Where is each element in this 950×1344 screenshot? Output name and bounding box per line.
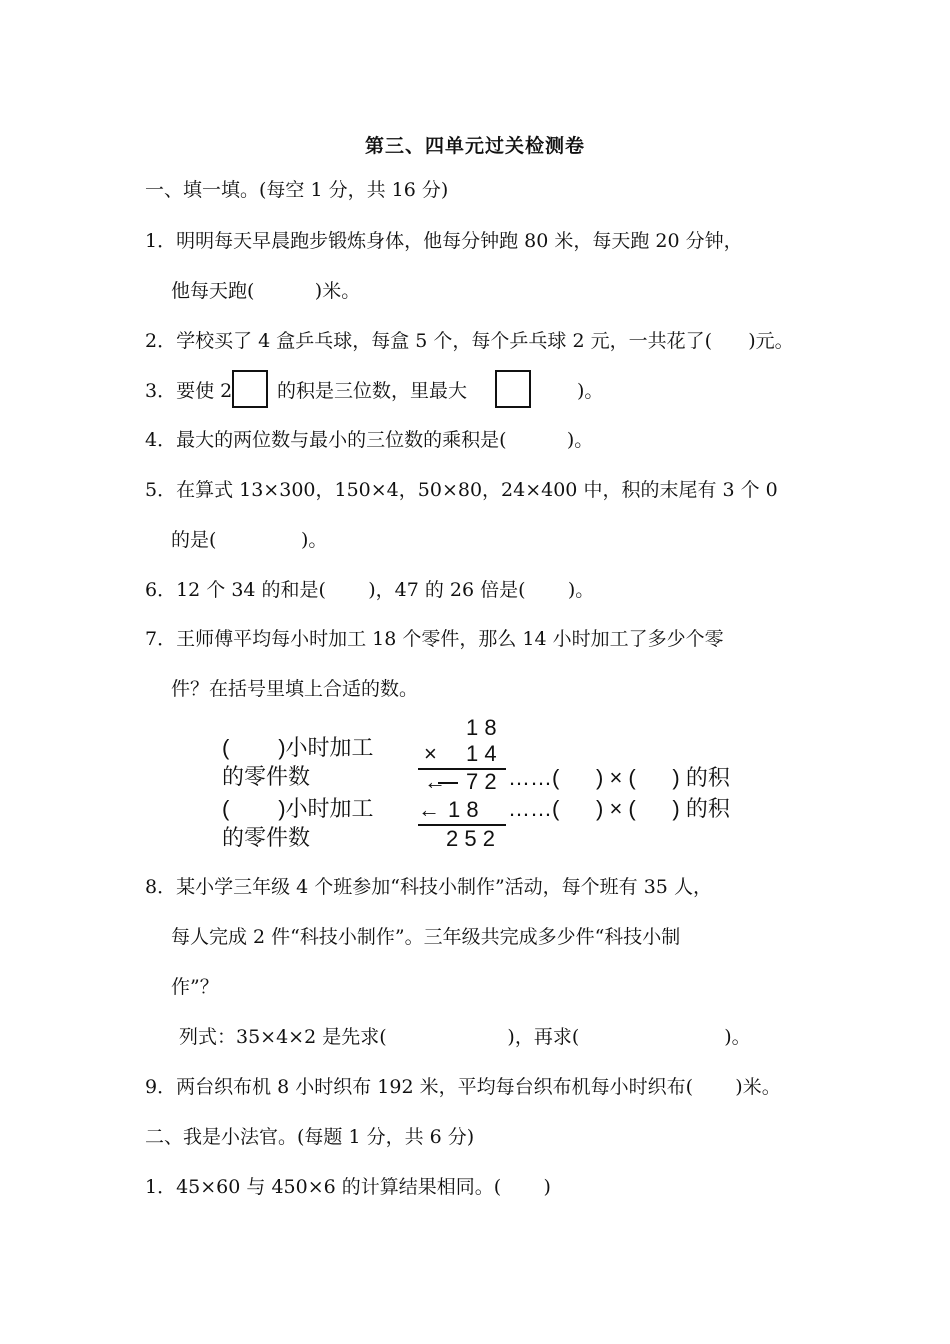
section-1-header: 一、填一填。(每空 1 分，共 16 分) bbox=[145, 179, 449, 201]
question-1-line-1: 1．明明每天早晨跑步锻炼身体，他每分钟跑 80 米，每天跑 20 分钟， bbox=[145, 230, 743, 252]
final-product: 2 5 2 bbox=[446, 826, 495, 851]
question-3-part-2: 的积是三位数，里最大 bbox=[277, 380, 468, 402]
section-2-header: 二、我是小法官。(每题 1 分，共 6 分) bbox=[145, 1126, 475, 1148]
arrow-left-icon-2: ← bbox=[418, 797, 440, 822]
question-8-line-1: 8．某小学三年级 4 个班参加“科技小制作”活动，每个班有 35 人， bbox=[145, 876, 712, 898]
question-1-line-2: 他每天跑( )米。 bbox=[171, 280, 361, 302]
question-7-line-1: 7．王师傅平均每小时加工 18 个零件，那么 14 小时加工了多少个零 bbox=[145, 628, 724, 650]
question-9-line-1: 9．两台织布机 8 小时织布 192 米，平均每台织布机每小时织布( )米。 bbox=[145, 1076, 781, 1098]
section-2-question-1: 1．45×60 与 450×6 的计算结果相同。( ) bbox=[145, 1176, 551, 1198]
multiplier: 1 4 bbox=[466, 741, 497, 766]
partial-note-1: ……( ) × ( ) 的积 bbox=[508, 765, 730, 790]
arrow-shaft bbox=[438, 782, 458, 784]
multiplicand: 1 8 bbox=[466, 715, 497, 740]
question-8-line-3: 作”？ bbox=[171, 976, 219, 998]
question-3-part-1: 3．要使 2 bbox=[145, 380, 233, 402]
diagram-label-2b: 的零件数 bbox=[222, 825, 311, 850]
question-4-line-1: 4．最大的两位数与最小的三位数的乘积是( )。 bbox=[145, 429, 594, 451]
digit-box-1[interactable] bbox=[232, 370, 268, 408]
diagram-label-2a: ( )小时加工 bbox=[222, 796, 374, 821]
partial-product-2: 1 8 bbox=[448, 797, 479, 822]
times-sign: × bbox=[424, 741, 437, 766]
page-title: 第三、四单元过关检测卷 bbox=[364, 135, 585, 157]
question-8-line-2: 每人完成 2 件“科技小制作”。三年级共完成多少件“科技小制 bbox=[171, 926, 681, 948]
question-2-line-1: 2．学校买了 4 盒乒乓球，每盒 5 个，每个乒乓球 2 元，一共花了( )元。 bbox=[145, 330, 794, 352]
digit-box-2[interactable] bbox=[495, 370, 531, 408]
arrow-left-icon: ← bbox=[424, 769, 446, 794]
partial-note-2: ……( ) × ( ) 的积 bbox=[508, 796, 730, 821]
question-6-line-1: 6．12 个 34 的和是( )，47 的 26 倍是( )。 bbox=[145, 579, 595, 601]
diagram-label-1b: 的零件数 bbox=[222, 764, 311, 789]
partial-product-1: 7 2 bbox=[466, 769, 497, 794]
question-5-line-2: 的是( )。 bbox=[171, 529, 328, 551]
question-7-line-2: 件？在括号里填上合适的数。 bbox=[171, 678, 419, 700]
question-5-line-1: 5．在算式 13×300，150×4，50×80，24×400 中，积的末尾有 3 个 0 bbox=[145, 479, 778, 501]
diagram-label-1a: ( )小时加工 bbox=[222, 735, 374, 760]
question-3-part-3: )。 bbox=[577, 380, 604, 402]
question-8-line-4: 列式：35×4×2 是先求( )，再求( )。 bbox=[179, 1026, 751, 1048]
